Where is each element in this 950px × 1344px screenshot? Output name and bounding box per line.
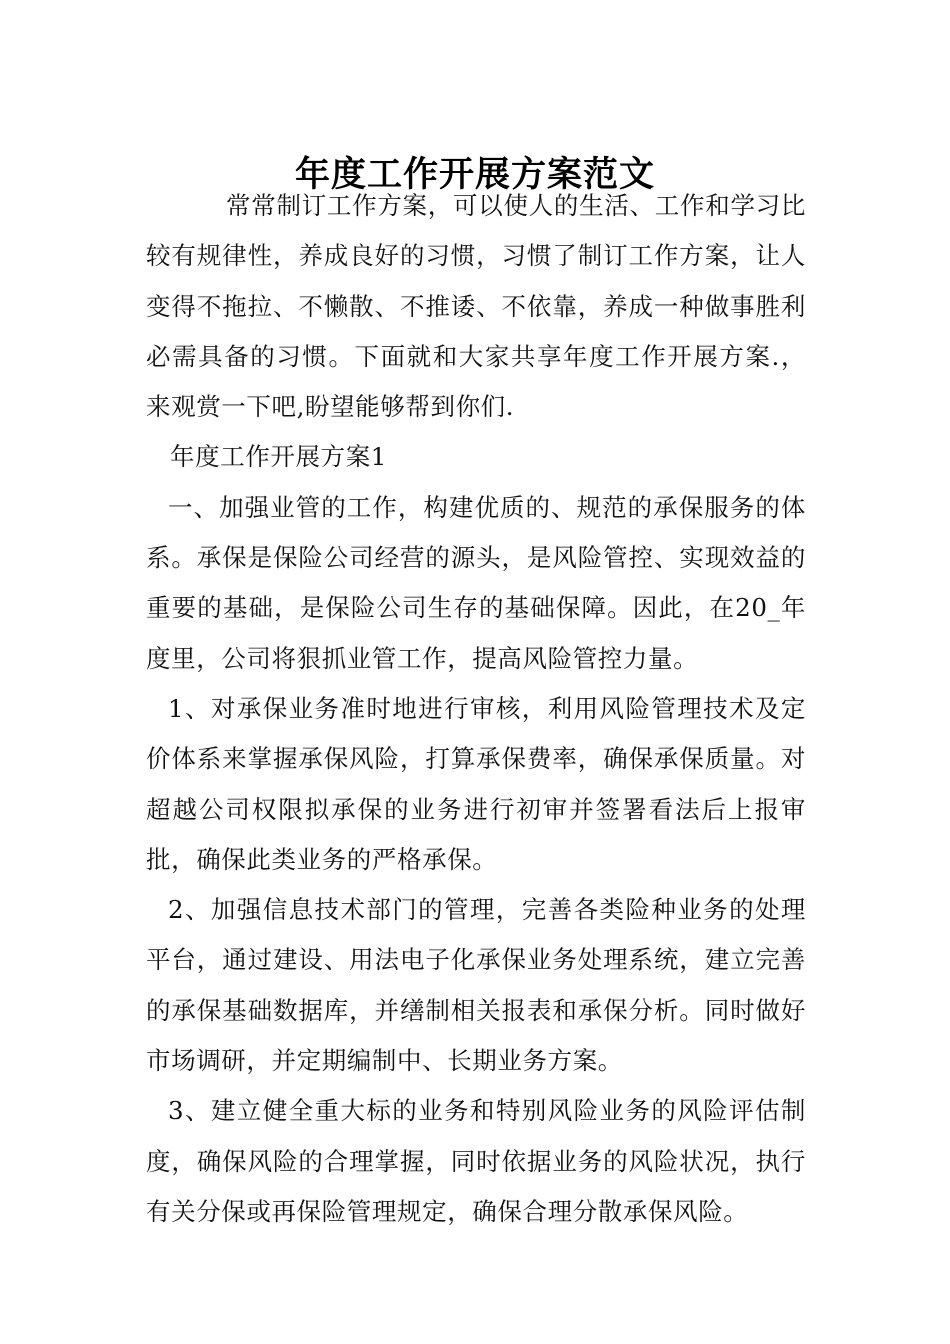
document-body (146, 181, 806, 1237)
section-heading: 年度工作开展方案1 (170, 442, 387, 472)
list-item-1: 一、加强业管的工作，构建优质的、规范的承保服务的体系。承保是保险公司经营的源头，是风险管控、实现效益的重要的基础，是保险公司生存的基础保障。因此，在20_年度里，公司将狠抓业管工作，提高风险管控力量。 (146, 492, 806, 673)
intro-paragraph: 常常制订工作方案，可以使人的生活、工作和学习比较有规律性，养成良好的习惯，习惯了制订工作方案，让人变得不拖拉、不懒散、不推诿、不依靠，养成一种做事胜利必需具备的习惯。下面就和大家共享年度工作开展方案.，来观赏一下吧,盼望能够帮到你们. (146, 191, 806, 422)
list-item-4: 3、建立健全重大标的业务和特别风险业务的风险评估制度，确保风险的合理掌握，同时依据业务的风险状况，执行有关分保或再保险管理规定，确保合理分散承保风险。 (146, 1096, 806, 1226)
document-title: 年度工作开展方案范文 (294, 155, 655, 196)
list-item-3: 2、加强信息技术部门的管理，完善各类险种业务的处理平台，通过建设、用法电子化承保业务处理系统，建立完善的承保基础数据库，并缮制相关报表和承保分析。同时做好市场调研，并定期编制中、长期业务方案。 (146, 895, 806, 1076)
list-item-2: 1、对承保业务准时地进行审核，利用风险管理技术及定价体系来掌握承保风险，打算承保费率，确保承保质量。对超越公司权限拟承保的业务进行初审并签署看法后上报审批，确保此类业务的严格承保。 (146, 693, 806, 874)
